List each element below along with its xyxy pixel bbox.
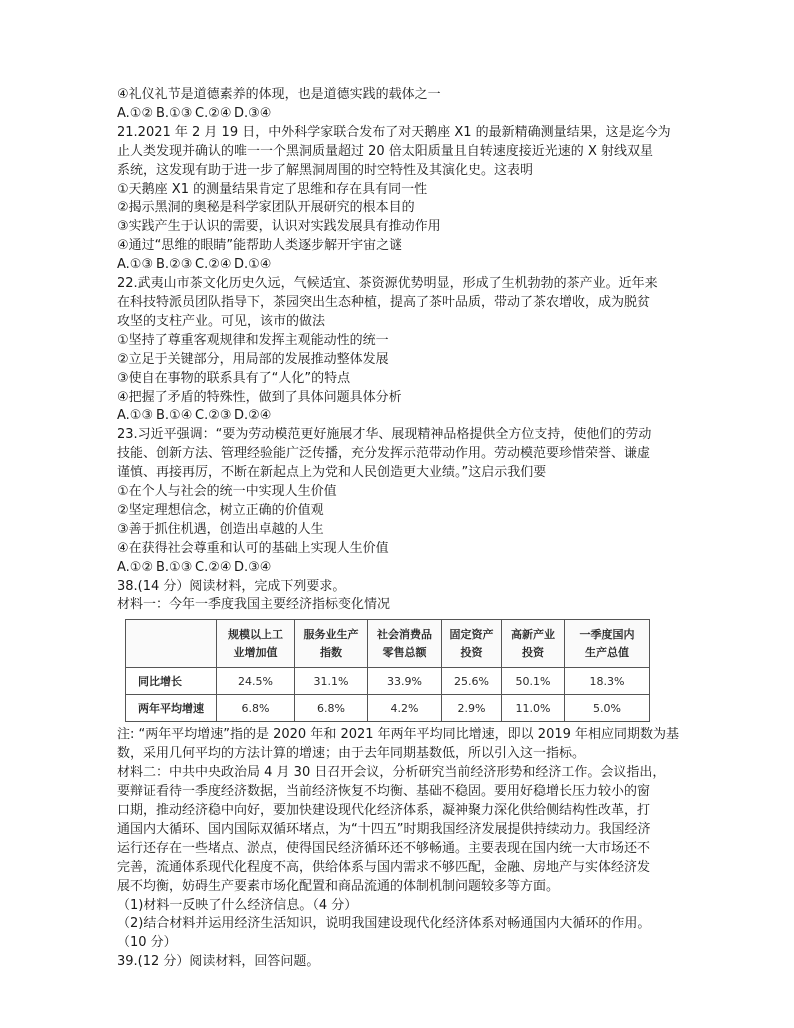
q22-item-3: ③使自在事物的联系具有了“人化”的特点: [117, 370, 351, 386]
table-cell: 24.5%: [217, 668, 295, 695]
q23-stem-line: 23.习近平强调：“要为劳动模范更好施展才华、展现精神品格提供全方位支持，使他们的劳动: [117, 427, 652, 443]
q39-intro: 39.(12 分）阅读材料，回答问题。: [117, 954, 320, 970]
exam-page: [117, 86, 687, 972]
table-cell: 18.3%: [565, 668, 650, 695]
q23-item-1: ①在个人与社会的统一中实现人生价值: [117, 484, 337, 500]
table-cell: 5.0%: [565, 695, 650, 722]
economic-indicators-table: [125, 619, 650, 722]
q20-option-a: A.①②: [117, 105, 154, 121]
table-header: 规模以上工 业增加值: [217, 620, 295, 668]
table-cell: 25.6%: [442, 668, 502, 695]
q21-item-1: ①天鹅座 X1 的测量结果肯定了思维和存在具有同一性: [117, 181, 428, 197]
q21-stem-line: 21.2021 年 2 月 19 日，中外科学家联合发布了对天鹅座 X1 的最新精确测量结果，这是迄今为: [117, 124, 671, 140]
material-1-title: 材料一：今年一季度我国主要经济指标变化情况: [117, 597, 391, 613]
q22-option-a: A.①③: [117, 408, 154, 424]
q22-option-b: B.①④: [156, 408, 193, 424]
table-row-label: 同比增长: [126, 668, 217, 695]
material-2-line: 材料二：中共中央政治局 4 月 30 日召开会议，分析研究当前经济形势和经济工作。会议指出，: [117, 765, 666, 781]
q38-intro: 38.(14 分）阅读材料，完成下列要求。: [117, 578, 346, 594]
material-2-line: 要辩证看待一季度经济数据，当前经济恢复不均衡、基础不稳固。要用好稳增长压力较小的窗: [117, 784, 651, 800]
table-header: 一季度国内 生产总值: [565, 620, 650, 668]
question-22: [117, 275, 687, 426]
table-header: 社会消费品 零售总额: [368, 620, 442, 668]
q23-item-2: ②坚定理想信念，树立正确的价值观: [117, 502, 324, 518]
material-2-line: 通国内大循环、国内国际双循环堵点，为“十四五”时期我国经济发展提供持续动力。我国经济: [117, 821, 651, 837]
table-header: 固定资产 投资: [442, 620, 502, 668]
q20-option-b: B.①③: [156, 105, 193, 121]
table-header: 服务业生产 指数: [295, 620, 368, 668]
table-cell: 6.8%: [295, 695, 368, 722]
q21-option-b: B.②③: [156, 257, 193, 273]
q20-options: [117, 105, 687, 124]
table-row-label: 两年平均增速: [126, 695, 217, 722]
q21-option-a: A.①③: [117, 257, 154, 273]
q22-stem-line: 在科技特派员团队指导下，茶园突出生态种植，提高了茶叶品质，带动了茶农增收，成为脱贫: [117, 294, 651, 310]
q23-item-3: ③善于抓住机遇，创造出卓越的人生: [117, 521, 324, 537]
q21-item-3: ③实践产生于认识的需要，认识对实践发展具有推动作用: [117, 219, 441, 235]
q22-stem-line: 22.武夷山市茶文化历史久远，气候适宜、茶资源优势明显，形成了生机勃勃的茶产业。近年来: [117, 276, 658, 292]
q21-item-4: ④通过“思维的眼睛”能帮助人类逐步解开宇宙之谜: [117, 238, 403, 254]
question-38: [117, 578, 687, 954]
q22-option-c: C.②③: [195, 408, 232, 424]
q23-option-c: C.②④: [195, 559, 232, 575]
q22-option-d: D.②④: [234, 408, 272, 424]
q21-stem-line: 系统，这发现有助于进一步了解黑洞周围的时空特性及其演化史。这表明: [117, 162, 534, 178]
q20-option-d: D.③④: [234, 105, 272, 121]
table-cell: 2.9%: [442, 695, 502, 722]
table-row: [126, 695, 650, 722]
q22-stem-line: 攻坚的支柱产业。可见，该市的做法: [117, 313, 326, 329]
question-21: [117, 124, 687, 275]
table-cell: 11.0%: [502, 695, 565, 722]
q23-options: [117, 559, 687, 578]
table-cell: 50.1%: [502, 668, 565, 695]
q22-item-4: ④把握了矛盾的特殊性，做到了具体问题具体分析: [117, 389, 402, 405]
table-row: [126, 668, 650, 695]
table-cell: 31.1%: [295, 668, 368, 695]
q21-options: [117, 256, 687, 275]
q20-item-4: ④礼仪礼节是道德素养的体现，也是道德实践的载体之一: [117, 87, 441, 102]
q21-option-d: D.①④: [234, 257, 272, 273]
table-header-row: [126, 620, 650, 668]
q23-option-d: D.③④: [234, 559, 272, 575]
table-cell: 6.8%: [217, 695, 295, 722]
q38-subquestion-1: （1)材料一反映了什么经济信息。（4 分）: [117, 897, 358, 913]
q23-item-4: ④在获得社会尊重和认可的基础上实现人生价值: [117, 540, 389, 556]
q23-stem-line: 技能、创新方法、管理经验能广泛传播，充分发挥示范带动作用。劳动模范要珍惜荣誉、谦虚: [117, 446, 651, 462]
material-2-line: 口期，推动经济稳中向好，要加快建设现代化经济体系，凝神聚力深化供给侧结构性改革，打: [117, 803, 651, 818]
q23-stem-line: 谨慎、再接再厉，不断在新起点上为党和人民创造更大业绩。”这启示我们要: [117, 465, 547, 481]
q21-stem-line: 止人类发现并确认的唯一一个黑洞质量超过 20 倍太阳质量且自转速度接近光速的 X 射线双星: [117, 143, 653, 159]
q23-option-b: B.①③: [156, 559, 193, 575]
material-2-line: 运行还存在一些堵点、淤点，使得国民经济循环还不够畅通。主要表现在国内统一大市场还不: [117, 840, 651, 856]
q21-option-c: C.②④: [195, 257, 232, 273]
question-23: [117, 426, 687, 577]
table-note-line: 数，采用几何平均的方法计算的增速；由于去年同期基数低，所以引入这一指标。: [117, 746, 586, 762]
material-2-line: 完善，流通体系现代化程度不高，供给体系与国内需求不够匹配，金融、房地产与实体经济发: [117, 859, 651, 875]
q23-option-a: A.①②: [117, 559, 154, 575]
table-note-line: 注: “两年平均增速”指的是 2020 年和 2021 年两年平均同比增速，即以 2019 年相应同期数为基: [117, 727, 680, 743]
table-cell: 33.9%: [368, 668, 442, 695]
q21-item-2: ②揭示黑洞的奥秘是科学家团队开展研究的根本目的: [117, 200, 415, 216]
table-cell: 4.2%: [368, 695, 442, 722]
q22-item-1: ①坚持了尊重客观规律和发挥主观能动性的统一: [117, 332, 389, 348]
q22-item-2: ②立足于关键部分，用局部的发展推动整体发展: [117, 351, 389, 367]
q20-option-c: C.②④: [195, 105, 232, 121]
table-header: 高新产业 投资: [502, 620, 565, 668]
table-header-corner: [126, 620, 217, 668]
q38-subquestion-2-score: （10 分）: [117, 935, 177, 951]
q22-options: [117, 407, 687, 426]
material-2-line: 展不均衡，妨碍生产要素市场化配置和商品流通的体制机制问题较多等方面。: [117, 878, 560, 894]
q38-subquestion-2: （2)结合材料并运用经济生活知识，说明我国建设现代化经济体系对畅通国内大循环的作用。: [117, 916, 651, 932]
